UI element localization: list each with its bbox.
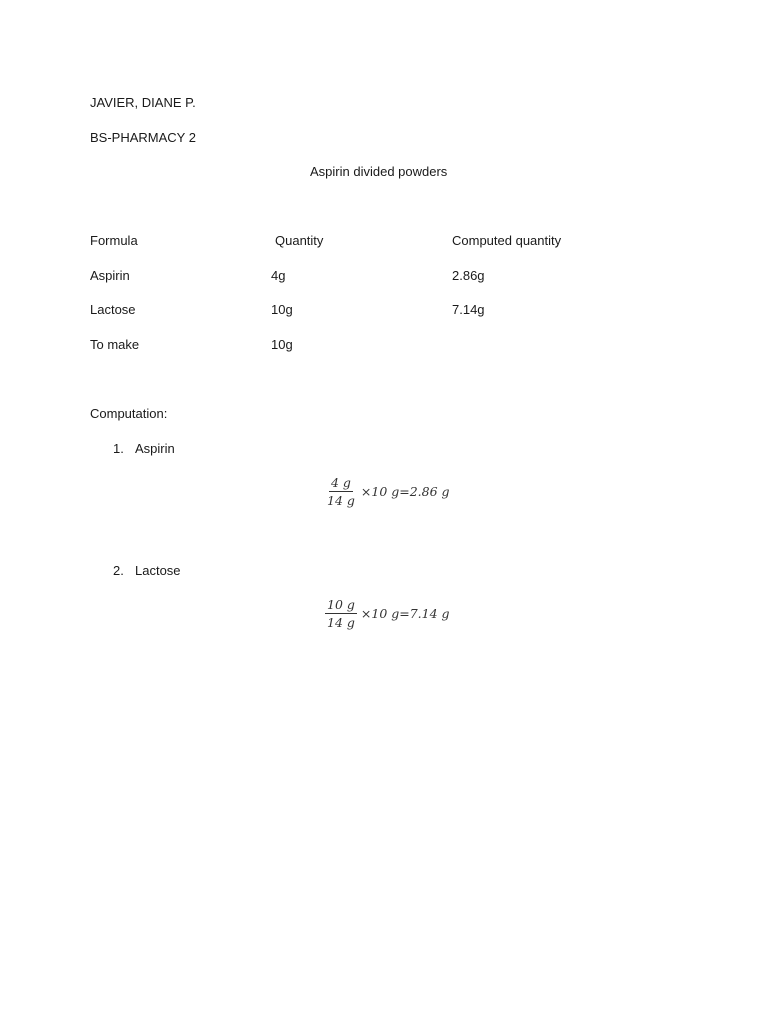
computation-item-label: Lactose — [135, 563, 181, 578]
table-header-quantity: Quantity — [275, 233, 324, 248]
table-cell-quantity: 10g — [271, 302, 293, 317]
table-header-computed: Computed quantity — [452, 233, 562, 248]
table-cell-formula: To make — [90, 337, 140, 352]
fraction-denominator: 14 g — [327, 615, 355, 630]
table-cell-formula: Aspirin — [90, 268, 130, 283]
table-cell-formula: Lactose — [90, 302, 136, 317]
fraction-numerator: 4 g — [330, 475, 351, 490]
list-number: 2. — [113, 563, 124, 578]
table-cell-computed: 2.86g — [452, 268, 485, 283]
aspirin-equation — [325, 475, 450, 508]
table-cell-quantity: 4g — [271, 268, 286, 283]
equation-result: ×10 g=7.14 g — [360, 605, 450, 621]
table-cell-quantity: 10g — [271, 337, 293, 352]
student-course: BS-PHARMACY 2 — [90, 130, 196, 145]
table-cell-computed: 7.14g — [452, 302, 485, 317]
document-title: Aspirin divided powders — [310, 164, 448, 179]
student-name: JAVIER, DIANE P. — [90, 95, 196, 110]
computation-item-label: Aspirin — [135, 441, 175, 456]
equation-result: ×10 g=2.86 g — [360, 483, 450, 499]
fraction — [325, 475, 357, 508]
lactose-equation — [325, 597, 450, 630]
fraction-numerator: 10 g — [327, 597, 355, 612]
list-number: 1. — [113, 441, 124, 456]
fraction-denominator: 14 g — [327, 493, 355, 508]
table-header-formula: Formula — [90, 233, 138, 248]
computation-label: Computation: — [90, 406, 168, 421]
fraction — [325, 597, 357, 630]
